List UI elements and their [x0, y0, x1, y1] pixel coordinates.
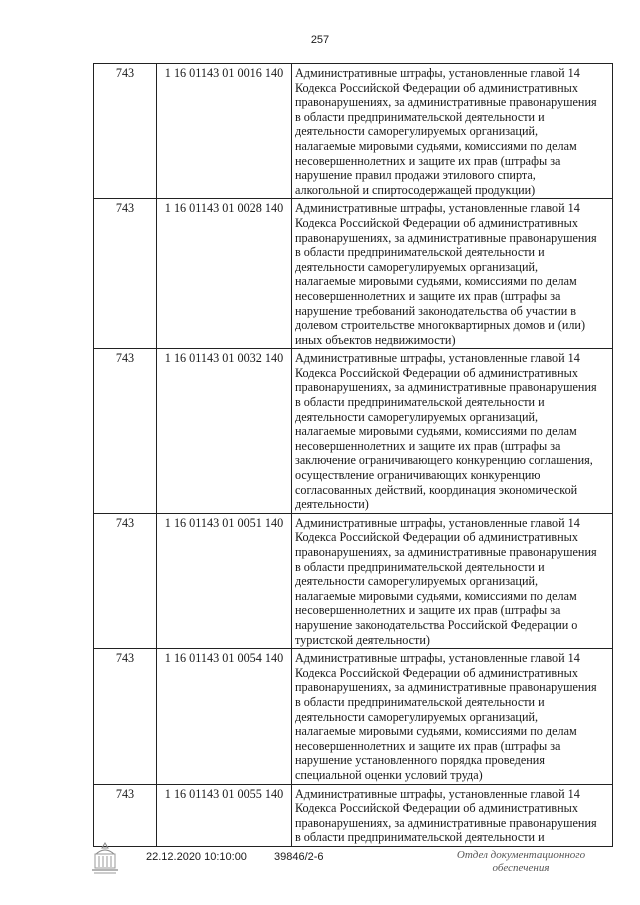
- description-line: долевом строительстве многоквартирных домов и (или): [295, 318, 586, 333]
- description-line: в области предпринимательской деятельности и: [295, 395, 545, 410]
- description-line: правонарушениях, за административные правонарушения: [295, 545, 597, 559]
- budget-code-cell: 1 16 01143 01 0016 140: [157, 64, 292, 199]
- description-line: налагаемые мировыми судьями, комиссиями по делам: [295, 138, 577, 153]
- codes-table: [93, 63, 613, 847]
- description-line: в области предпринимательской деятельности и: [295, 830, 545, 845]
- description-line: несовершеннолетних и защите их прав (штрафы за: [295, 603, 561, 618]
- admin-code-cell: 743: [94, 513, 157, 648]
- description-line: нарушение требований законодательства об участии в: [295, 303, 577, 318]
- table-row: [94, 199, 613, 349]
- description-line: налагаемые мировыми судьями, комиссиями по делам: [295, 588, 577, 603]
- description-cell: [292, 199, 613, 349]
- description-line: несовершеннолетних и защите их прав (штрафы за: [295, 438, 561, 453]
- budget-code-cell: 1 16 01143 01 0055 140: [157, 784, 292, 846]
- description-line: согласованных действий, координация экономической: [295, 482, 578, 497]
- description-line: деятельности саморегулируемых организаций,: [295, 574, 539, 589]
- description-line: налагаемые мировыми судьями, комиссиями по делам: [295, 274, 577, 289]
- description-cell: [292, 513, 613, 648]
- description-cell: [292, 349, 613, 514]
- description-line: правонарушениях, за административные правонарушения: [295, 380, 597, 395]
- description-line: несовершеннолетних и защите их прав (штрафы за: [295, 153, 561, 168]
- footer-doc-number: 39846/2-6: [274, 851, 324, 863]
- description-line: деятельности саморегулируемых организаций,: [295, 124, 539, 139]
- table-row: [94, 513, 613, 648]
- description-line: Кодекса Российской Федерации об административных: [295, 215, 578, 230]
- description-line: деятельности саморегулируемых организаций,: [295, 409, 539, 424]
- table-row: [94, 349, 613, 514]
- budget-code-cell: 1 16 01143 01 0051 140: [157, 513, 292, 648]
- admin-code-cell: 743: [94, 784, 157, 846]
- description-line: нарушение правил продажи этилового спирта,: [295, 168, 536, 183]
- description-line: деятельности саморегулируемых организаций,: [295, 709, 539, 724]
- description-line: Кодекса Российской Федерации об административных: [295, 801, 578, 816]
- description-line: туристской деятельности): [295, 632, 430, 647]
- description-line: несовершеннолетних и защите их прав (штрафы за: [295, 288, 561, 303]
- admin-code-cell: 743: [94, 64, 157, 199]
- footer-department: [446, 849, 596, 875]
- description-line: Административные штрафы, установленные главой 14: [295, 786, 580, 801]
- description-cell: [292, 649, 613, 784]
- description-line: алкогольной и спиртосодержащей продукции): [295, 182, 536, 197]
- description-line: Кодекса Российской Федерации об административных: [295, 80, 578, 95]
- description-line: налагаемые мировыми судьями, комиссиями по делам: [295, 424, 577, 439]
- footer-department-line: обеспечения: [492, 862, 550, 874]
- description-cell: [292, 64, 613, 199]
- admin-code-cell: 743: [94, 199, 157, 349]
- table-row: [94, 649, 613, 784]
- table-row: [94, 784, 613, 846]
- description-line: нарушение законодательства Российской Федерации о: [295, 617, 578, 632]
- admin-code-cell: 743: [94, 649, 157, 784]
- budget-code-cell: 1 16 01143 01 0032 140: [157, 349, 292, 514]
- budget-code-cell: 1 16 01143 01 0028 140: [157, 199, 292, 349]
- description-cell: [292, 784, 613, 846]
- description-line: иных объектов недвижимости): [295, 332, 456, 347]
- description-line: Административные штрафы, установленные главой 14: [295, 351, 580, 366]
- description-line: правонарушениях, за административные правонарушения: [295, 680, 597, 695]
- description-line: осуществление ограничивающих конкуренцию: [295, 468, 541, 483]
- description-line: несовершеннолетних и защите их прав (штрафы за: [295, 738, 561, 753]
- description-line: правонарушениях, за административные правонарушения: [295, 815, 597, 830]
- footer-date: 22.12.2020 10:10:00: [146, 851, 247, 863]
- description-line: деятельности саморегулируемых организаций,: [295, 259, 539, 274]
- description-line: заключение ограничивающего конкуренцию соглашения,: [295, 453, 593, 468]
- admin-code-cell: 743: [94, 349, 157, 514]
- description-line: в области предпринимательской деятельности и: [295, 245, 545, 260]
- description-line: Административные штрафы, установленные главой 14: [295, 651, 580, 666]
- description-line: в области предпринимательской деятельности и: [295, 694, 545, 709]
- description-line: налагаемые мировыми судьями, комиссиями по делам: [295, 724, 577, 739]
- table-body: [94, 64, 613, 847]
- description-line: правонарушениях, за административные правонарушения: [295, 95, 597, 110]
- page-number: 257: [310, 34, 330, 46]
- description-line: Кодекса Российской Федерации об административных: [295, 365, 578, 380]
- description-line: правонарушениях, за административные правонарушения: [295, 230, 597, 245]
- seal-icon: [88, 840, 122, 876]
- description-line: нарушение установленного порядка проведения: [295, 753, 545, 768]
- description-line: Административные штрафы, установленные главой 14: [295, 66, 580, 80]
- description-line: в области предпринимательской деятельности и: [295, 109, 545, 124]
- description-line: деятельности): [295, 497, 369, 512]
- budget-code-cell: 1 16 01143 01 0054 140: [157, 649, 292, 784]
- description-line: Административные штрафы, установленные главой 14: [295, 515, 580, 530]
- description-line: Кодекса Российской Федерации об административных: [295, 530, 578, 545]
- description-line: специальной оценки условий труда): [295, 767, 483, 782]
- description-line: в области предпринимательской деятельности и: [295, 559, 545, 574]
- footer-department-line: Отдел документационного: [456, 849, 586, 861]
- description-line: Административные штрафы, установленные главой 14: [295, 201, 580, 216]
- description-line: Кодекса Российской Федерации об административных: [295, 665, 578, 680]
- table-row: [94, 64, 613, 199]
